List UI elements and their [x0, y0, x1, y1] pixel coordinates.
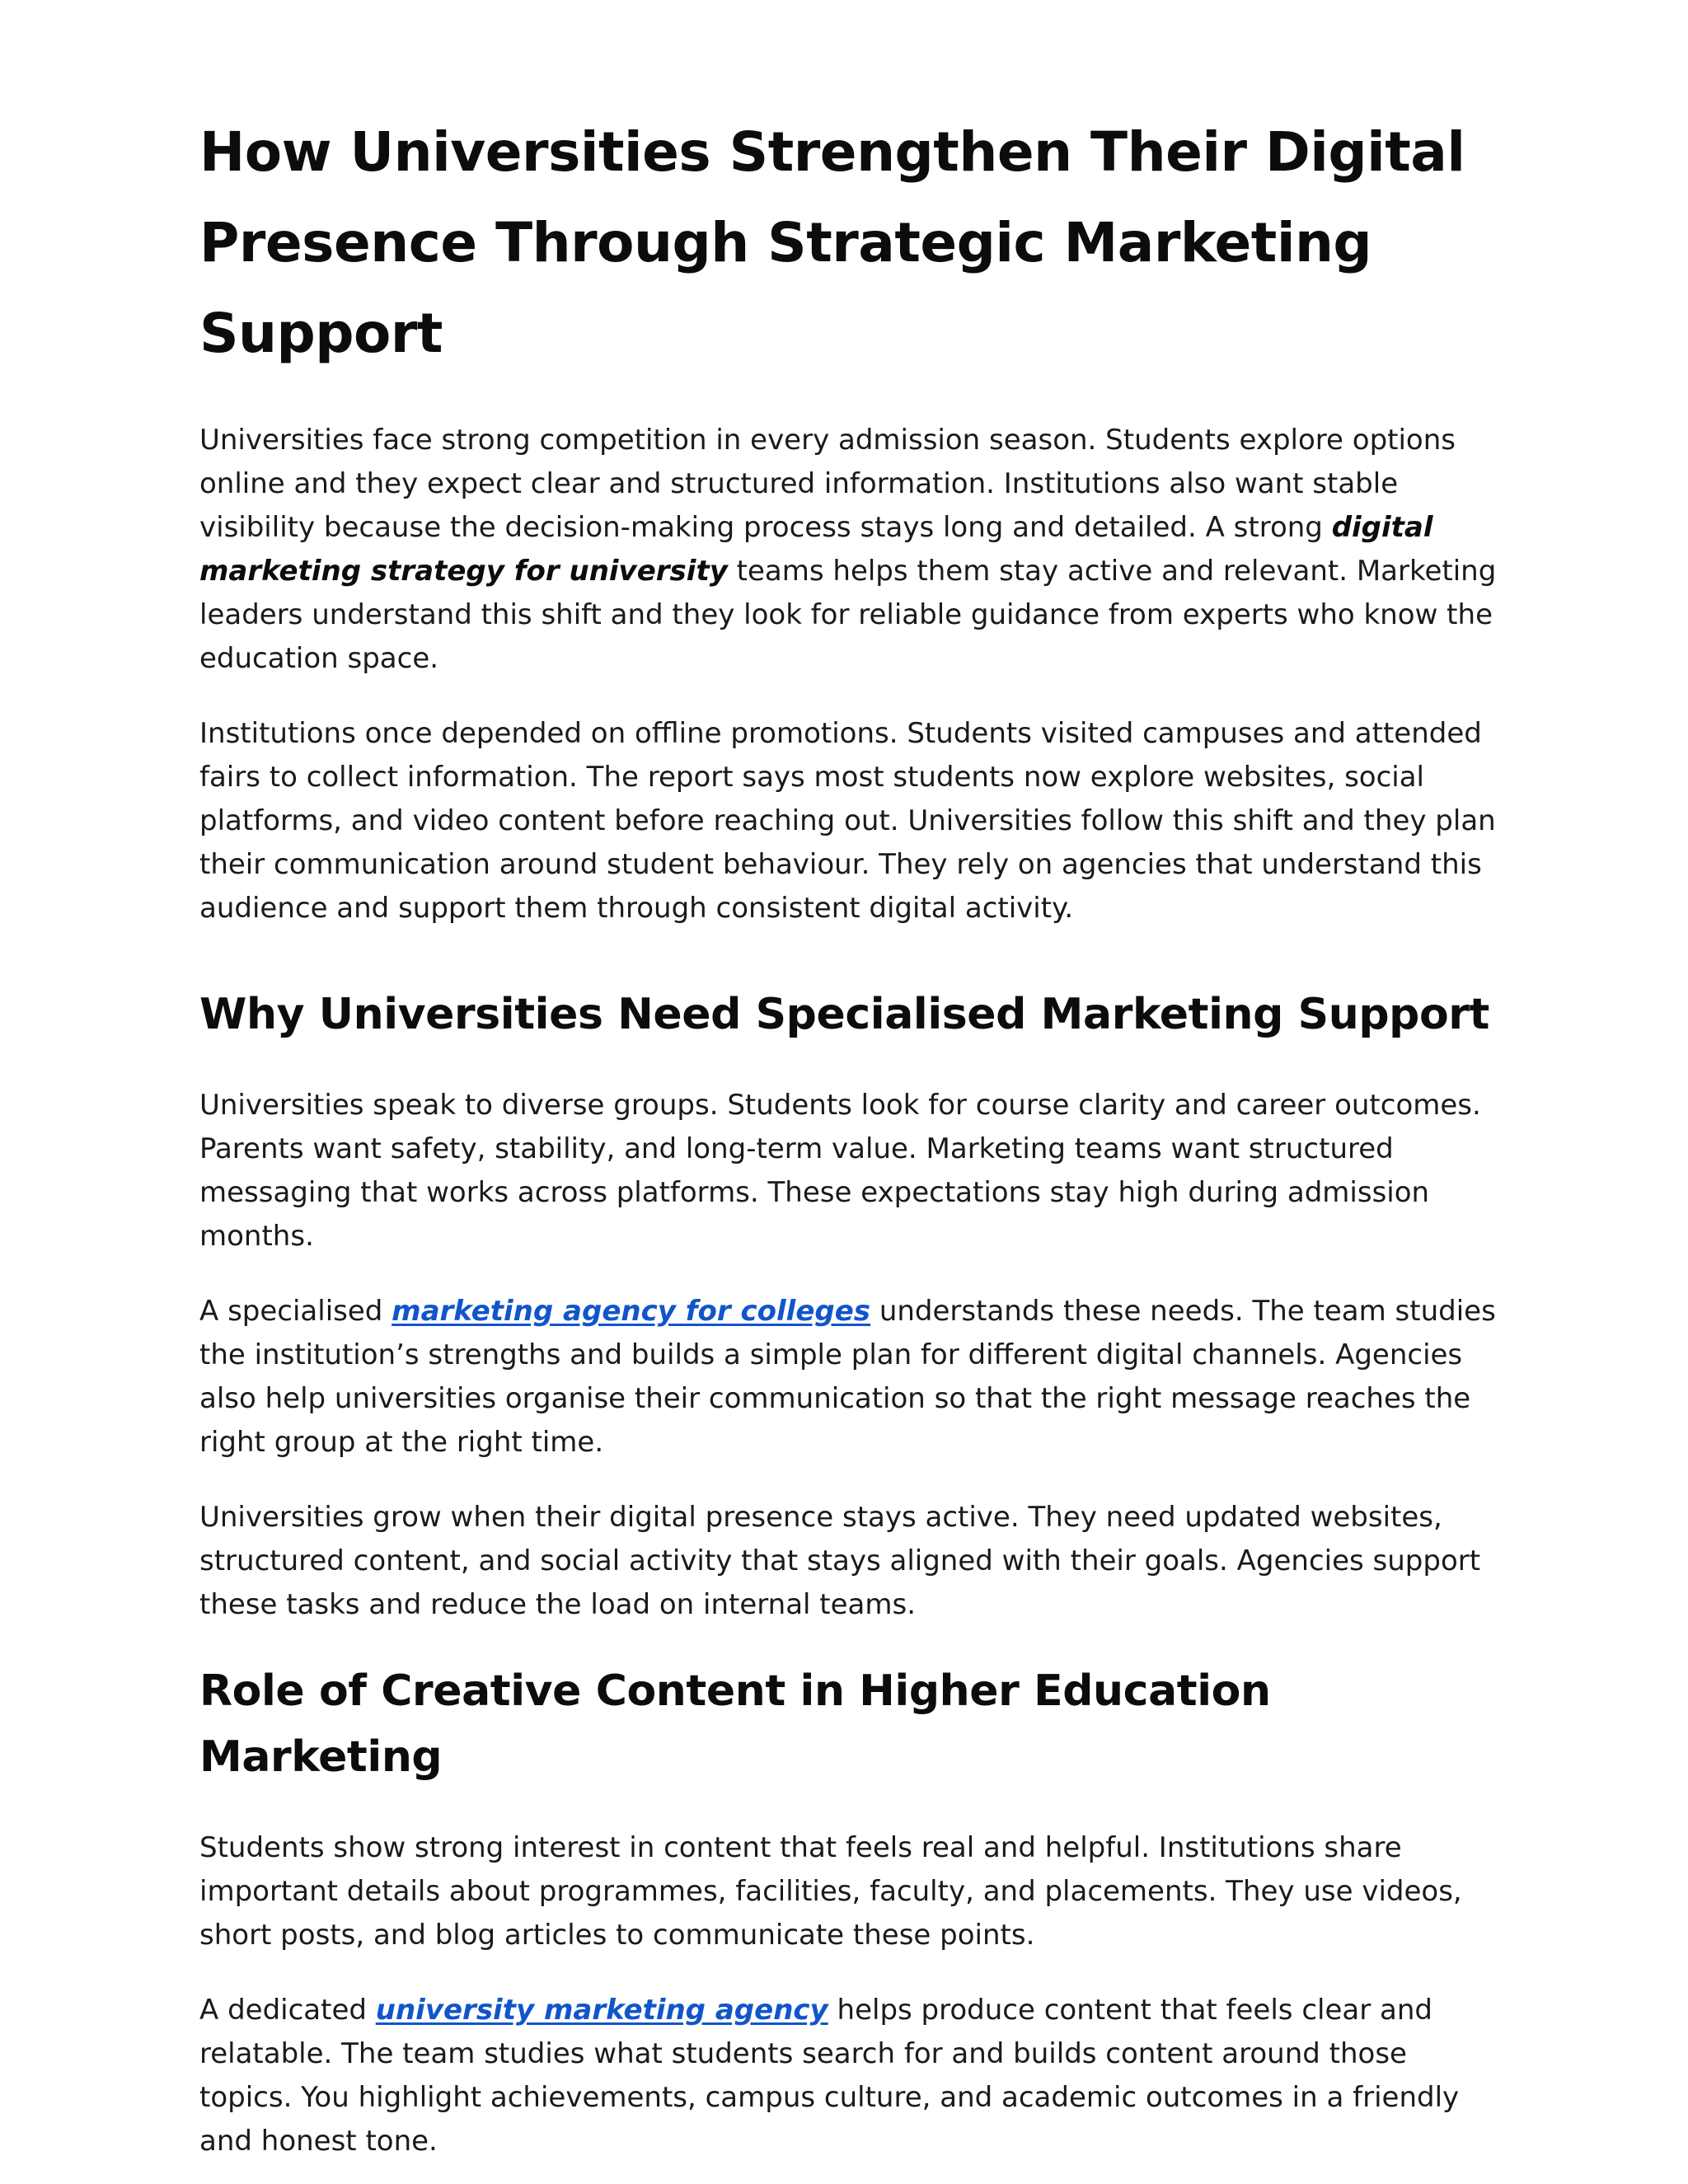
section-heading-why: Why Universities Need Specialised Marketing Support	[199, 990, 1489, 1039]
why-paragraph-3: Universities grow when their digital presence stays active. They need updated websites, structured content, and social activity that stays aligned with their goals. Agencies support these tasks and reduce the load on internal teams.	[199, 1501, 1481, 1621]
intro-paragraph-1	[199, 419, 1502, 681]
why-paragraph-2	[199, 1290, 1502, 1465]
role-p2-text-end: helps produce content that feels clear and relatable. The team studies what students search for and builds content around those topics. You highlight achievements, campus culture, and academic outcomes in a friendly and honest tone.	[199, 1994, 1460, 2158]
role-p2-text-start: A dedicated	[199, 1994, 376, 2027]
article-title: How Universities Strengthen Their Digital Presence Through Strategic Marketing Support	[199, 120, 1465, 365]
why-paragraph-1: Universities speak to diverse groups. Students look for course clarity and career outcomes. Parents want safety, stability, and long-term value. Marketing teams want structured messaging that works across platforms. These expectations stay high during admission months.	[199, 1089, 1481, 1253]
why-p2-text-start: A specialised	[199, 1295, 392, 1328]
intro-p1-text-start: Universities face strong competition in every admission season. Students explore options online and they expect clear and structured information. Institutions also want stable visibility because the decision-making process stays long and detailed. A strong	[199, 424, 1456, 544]
intro-paragraph-2: Institutions once depended on offline promotions. Students visited campuses and attended fairs to collect information. The report says most students now explore websites, social platforms, and video content before reaching out. Universities follow this shift and they plan their communication around student behaviour. They rely on agencies that understand this audience and support them through consistent digital activity.	[199, 717, 1496, 925]
link-university-marketing-agency[interactable]: university marketing agency	[375, 1994, 828, 2027]
role-paragraph-1: Students show strong interest in content that feels real and helpful. Institutions share important details about programmes, facilities, faculty, and placements. They use videos, short posts, and blog articles to communicate these points.	[199, 1831, 1462, 1952]
section-heading-role: Role of Creative Content in Higher Education Marketing	[199, 1666, 1271, 1782]
link-marketing-agency-for-colleges[interactable]: marketing agency for colleges	[392, 1295, 871, 1328]
document-page	[199, 107, 1502, 2163]
intro-p1-emphasis: digital marketing strategy for university	[199, 511, 1433, 588]
intro-p1-text-end: teams helps them stay active and relevant. Marketing leaders understand this shift and they look for reliable guidance from experts who know the education space.	[199, 555, 1497, 675]
role-paragraph-2	[199, 1989, 1502, 2163]
why-p2-text-end: understands these needs. The team studies the institution’s strengths and builds a simple plan for different digital channels. Agencies also help universities organise their communication so that the right message reaches the right group at the right time.	[199, 1295, 1496, 1459]
